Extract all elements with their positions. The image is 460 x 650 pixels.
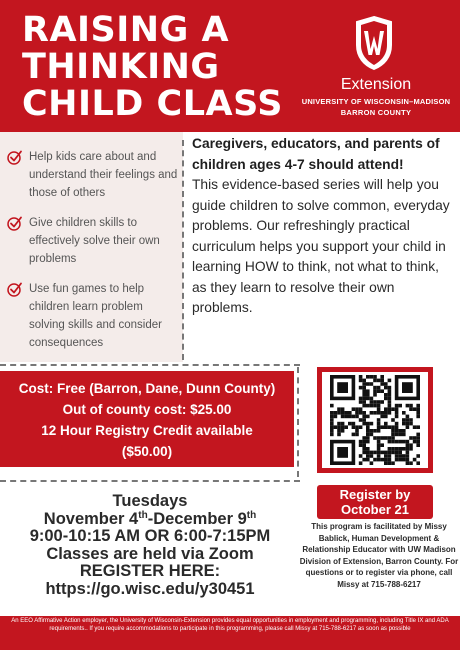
register-by-line-2: October 21: [341, 502, 409, 517]
divider: [0, 364, 300, 366]
qr-code-icon[interactable]: [330, 375, 420, 465]
register-by-badge: [317, 485, 433, 519]
uw-crest-logo: [351, 15, 397, 71]
page-title: [22, 12, 283, 123]
date-start: November 4: [43, 509, 139, 528]
cost-line-registry-credit: 12 Hour Registry Credit available: [41, 423, 253, 438]
title-line-3: CHILD CLASS: [22, 84, 283, 124]
schedule-format: Classes are held via Zoom: [46, 544, 254, 563]
audience-heading: Caregivers, educators, and parents of children ages 4-7 should attend!: [192, 136, 440, 172]
register-by-line-1: Register by: [339, 487, 411, 502]
cost-line-out-of-county: Out of county cost: $25.00: [62, 402, 232, 417]
cost-line-credit-price: ($50.00): [121, 444, 173, 459]
intro-section: [192, 134, 454, 319]
benefit-text: Help kids care about and understand their feelings and those of others: [29, 151, 178, 199]
cost-line-free: Cost: Free (Barron, Dane, Dunn County): [18, 381, 276, 396]
schedule-day: Tuesdays: [112, 492, 188, 510]
benefit-text: Use fun games to help children learn problem solving skills and consider consequences: [29, 283, 162, 349]
facilitator-info: This program is facilitated by Missy Bablick, Human Development & Relationship Educator with UW Madison Division of Extension, Barron County. For questions or to register via phone, call Missy at 715-788-6217: [299, 522, 459, 589]
title-line-2: THINKING: [22, 47, 220, 87]
divider: [0, 480, 300, 482]
benefit-text: Give children skills to effectively solve their own problems: [29, 217, 160, 265]
divider: [297, 367, 299, 477]
register-link[interactable]: https://go.wisc.edu/y30451: [45, 579, 255, 598]
date-end: -December 9: [147, 509, 247, 528]
schedule-dates: [0, 511, 300, 529]
header-banner: [0, 0, 460, 132]
description-text: This evidence-based series will help you guide children to solve common, everyday problems. Our refreshingly practical curriculum helps you support your child in learning HOW to think, not what to think, as they learn to resolve their own problems.: [192, 177, 450, 315]
schedule-block: [0, 493, 300, 598]
eeo-statement: An EEO Affirmative Action employer, the University of Wisconsin-Extension provides equal opportunities in employment and programming, including Title IX and ADA requirements.. If you require accommodations to participate in this programming, please call Missy at 715-788-6217 as soon as possible: [11, 618, 449, 632]
extension-label: Extension: [340, 76, 412, 93]
date-start-suffix: th: [138, 509, 148, 521]
check-circle-icon: [6, 280, 24, 298]
benefit-item: [6, 214, 179, 268]
cost-box: [0, 371, 294, 467]
footer-banner: [0, 616, 460, 650]
university-label: UNIVERSITY OF WISCONSIN–MADISON: [301, 97, 451, 106]
register-here-label: REGISTER HERE:: [79, 562, 221, 580]
benefit-item: [6, 280, 179, 352]
check-circle-icon: [6, 148, 24, 166]
date-end-suffix: th: [246, 509, 257, 521]
title-line-1: RAISING A: [22, 10, 230, 50]
check-circle-icon: [6, 214, 24, 232]
divider: [182, 140, 184, 360]
benefit-item: [6, 148, 179, 202]
county-label: BARRON COUNTY: [340, 108, 412, 117]
benefits-panel: [0, 132, 183, 362]
schedule-times: 9:00-10:15 AM OR 6:00-7:15PM: [29, 527, 271, 545]
